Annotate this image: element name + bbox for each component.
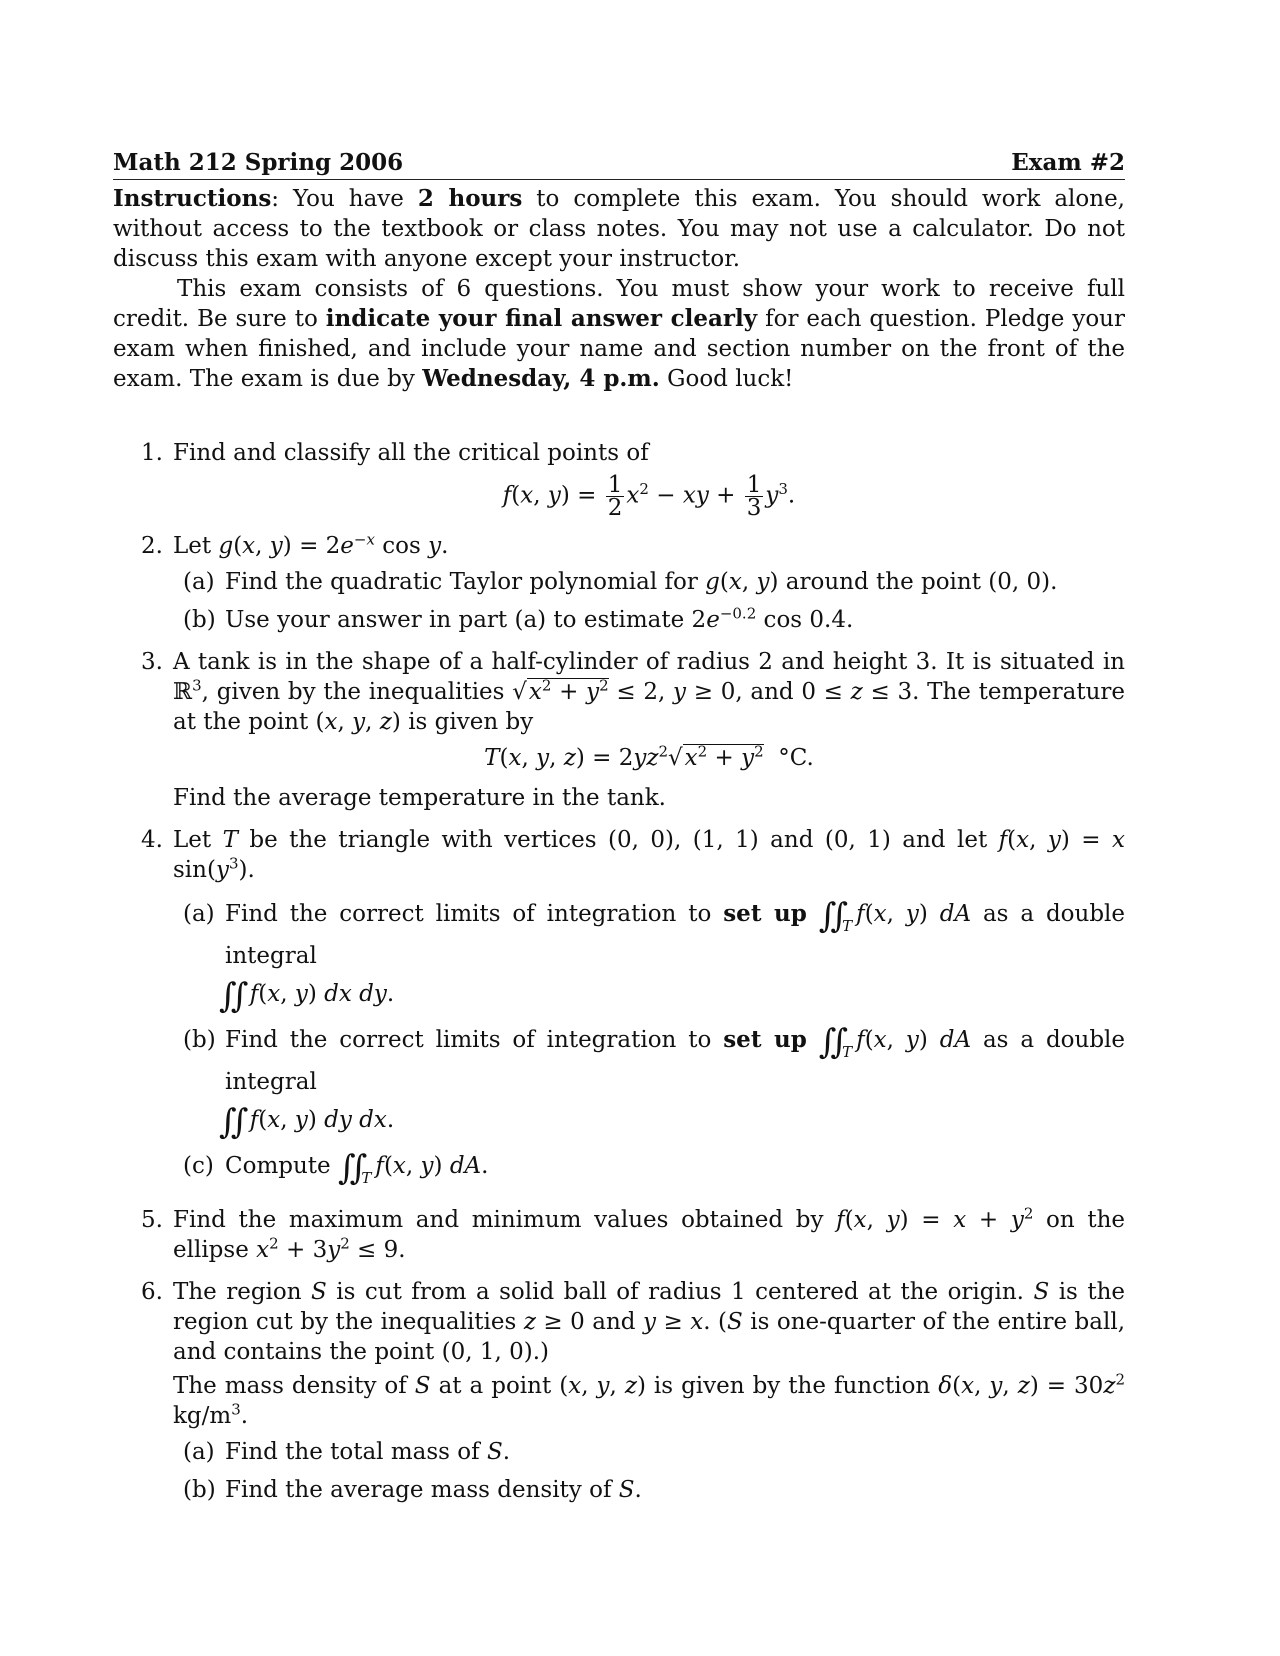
course-title: Math 212 Spring 2006 bbox=[113, 149, 404, 176]
q4b-integral: ∫∫ f(x, y) dy dx. bbox=[219, 1102, 395, 1142]
question-6: 6. The region S is cut from a solid ball of radius 1 centered at the origin. S is the region cut by the inequalities z ≥ 0 and y ≥ x. (S is one-quarter of the entire ball, and contains the point (0, 1, 0).) The mass density of S at a point (x, y, z) is given by the function δ(x, y, $z) = 30z^2$ $kg/m^3$. (a) Find the total mass of S. (b) Find the average mass density of S. bbox=[141, 1279, 1126, 1503]
q4-part-a: (a) Find the correct limits of integration to set up $\int\int_T$ f(x, y) dA as a double integral bbox=[183, 896, 1126, 969]
instructions-paragraph-1: Instructions: You have 2 hours to complete this exam. You should work alone, without access to the textbook or class notes. You may not use a calculator. Do not discuss this exam with anyone except your instructor. bbox=[113, 185, 1125, 272]
q3-ask: Find the average temperature in the tank. bbox=[173, 785, 666, 811]
question-list bbox=[113, 438, 1125, 1505]
q2-parts bbox=[173, 567, 1125, 635]
q2-part-b: (b) Use your answer in part (a) to estimate $2e^{-0.2}$ cos 0.4. bbox=[183, 604, 854, 633]
q6-part-b: (b) Find the average mass density of S. bbox=[183, 1477, 642, 1503]
q4a-integral: ∫∫ f(x, y) dx dy. bbox=[219, 976, 395, 1016]
exam-title: Exam #2 bbox=[1011, 149, 1125, 176]
instructions bbox=[113, 184, 1125, 394]
question-1: 1. Find and classify all the critical points of f(x, y) = $\frac{1}{2}$ $x^2$ − xy + $\frac{1}{3}$ $y^3$. bbox=[113, 438, 1125, 519]
exam-header bbox=[113, 148, 1125, 180]
q4-part-c: (c) Compute $\int\int_T$ f(x, y) dA. bbox=[183, 1148, 489, 1188]
question-2: 2. Let g(x, $y) = 2e^{-x}$ cos y. (a) Find the quadratic Taylor polynomial for g(x, y) around the point (0, 0). (b) Use your answer in part (a) to estimate $2e^{-0.2}$ cos 0.4. bbox=[113, 531, 1125, 635]
question-4: 4. Let T be the triangle with vertices (0, 0), (1, 1) and (0, 1) and let f(x, y) = x $\sin(y^3)$. (a) Find the correct limits of integration to set up $\int\int_T$ f(x, y) dA as a double integral ∫∫ f(x, y) dx dy. (b) Find the correct limits of integration to set up $\int\int_T$ f(x, y) dA as a double integral ∫∫ f(x, y) dy dx. (c) Compute $\int\int_T$ f(x, y) dA. bbox=[113, 825, 1125, 1193]
q6-part-a: (a) Find the total mass of S. bbox=[183, 1439, 511, 1465]
q4-part-b: (b) Find the correct limits of integration to set up $\int\int_T$ f(x, y) dA as a double integral bbox=[183, 1022, 1126, 1095]
q4-parts bbox=[173, 896, 1126, 1193]
question-3: 3. A tank is in the shape of a half-cylinder of radius 2 and height 3. It is situated in ℝ$^3$, given by the inequalities $√x^2 + y^2 \le 2$, y ≥ 0, and 0 ≤ z ≤ 3. The temperature at the point (x, y, z) is given by T(x, y, $z) = 2yz^2√x^2 + y^2$ °C. Find the average temperature in the tank. bbox=[141, 649, 1125, 811]
q6-density: The mass density of S at a point (x, y, z) is given by the function δ(x, y, $z) = 30z^2$ $kg/m^3$. bbox=[173, 1370, 1125, 1429]
q1-formula: f(x, y) = $\frac{1}{2}$ $x^2$ − xy + $\frac{1}{3}$ $y^3$. bbox=[502, 472, 796, 521]
instructions-paragraph-2: This exam consists of 6 questions. You must show your work to receive full credit. Be sure to indicate your final answer clearly for each question. Pledge your exam when finished, and include your name and section number on the front of the exam. The exam is due by Wednesday, 4 p.m. Good luck! bbox=[113, 276, 1125, 392]
q3-formula: T(x, y, $z) = 2yz^2√x^2 + y^2$ °C. bbox=[484, 742, 814, 771]
q6-parts bbox=[173, 1437, 1125, 1505]
question-5: 5. Find the maximum and minimum values obtained by f(x, $y) = x + y^2$ on the ellipse $x^2 + 3y^2 \le 9$. bbox=[141, 1204, 1126, 1263]
q2-part-a: (a) Find the quadratic Taylor polynomial for g(x, y) around the point (0, 0). bbox=[183, 569, 1058, 595]
exam-page bbox=[113, 148, 1125, 1517]
